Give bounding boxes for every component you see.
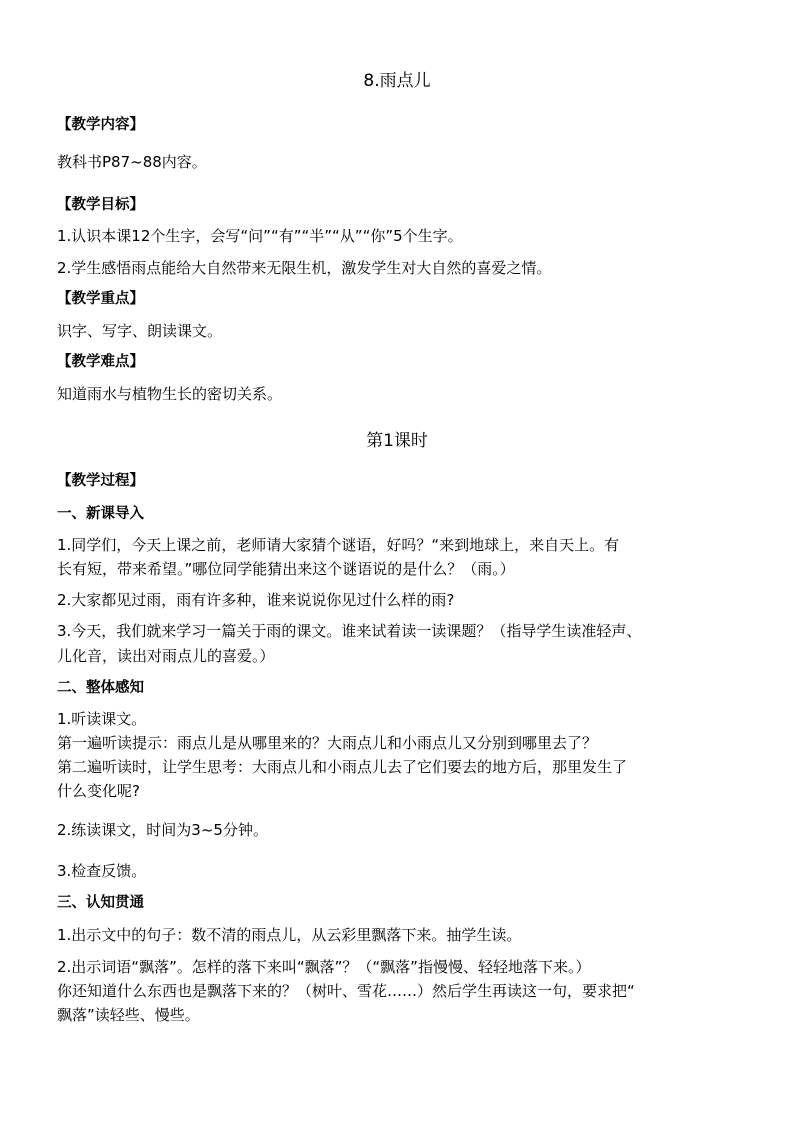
section-1-paragraph-1-line-1: 1.同学们，今天上课之前，老师请大家猜个谜语，好吗？“来到地球上，来自天上。有 xyxy=(57,536,620,554)
section-1-paragraph-3-line-1: 3.今天，我们就来学习一篇关于雨的课文。谁来试着读一读课题？（指导学生读准轻声、 xyxy=(57,622,642,640)
section-1-paragraph-2: 2.大家都见过雨，雨有许多种，谁来说说你见过什么样的雨? xyxy=(57,591,455,609)
goal-2: 2.学生感悟雨点能给大自然带来无限生机，激发学生对大自然的喜爱之情。 xyxy=(57,259,552,277)
lesson-title: 第1课时 xyxy=(366,431,428,451)
heading-key-points: 【教学重点】 xyxy=(57,291,144,307)
section-3-paragraph-2-line-1: 2.出示词语“飘落”。怎样的落下来叫“飘落”？（“飘落”指慢慢、轻轻地落下来。） xyxy=(57,958,591,976)
section-3-paragraph-2-line-2: 你还知道什么东西也是飘落下来的？（树叶、雪花……）然后学生再读这一句，要求把“ xyxy=(57,982,635,1000)
goal-1: 1.认识本课12个生字，会写“问”“有”“半”“从”“你”5个生字。 xyxy=(57,227,463,245)
section-3-paragraph-1: 1.出示文中的句子：数不清的雨点儿，从云彩里飘落下来。抽学生读。 xyxy=(57,926,522,944)
key-points-text: 识字、写字、朗读课文。 xyxy=(57,322,223,340)
section-2-paragraph-3: 3.检查反馈。 xyxy=(57,862,147,880)
section-1-title: 一、新课导入 xyxy=(57,506,144,522)
section-3-paragraph-2-line-3: 飘落”读轻些、慢些。 xyxy=(57,1006,200,1024)
section-3-title: 三、认知贯通 xyxy=(57,895,144,911)
section-2-paragraph-1-line-4: 什么变化呢? xyxy=(57,782,140,800)
section-2-paragraph-2: 2.练读课文，时间为3~5分钟。 xyxy=(57,821,268,839)
heading-goals: 【教学目标】 xyxy=(57,197,144,213)
document-title: 8.雨点儿 xyxy=(363,71,431,91)
section-2-paragraph-1-line-3: 第二遍听读时，让学生思考：大雨点儿和小雨点儿去了它们要去的地方后，那里发生了 xyxy=(57,758,628,776)
section-1-paragraph-1-line-2: 长有短，带来希望。”哪位同学能猜出来这个谜语说的是什么？（雨。） xyxy=(57,560,515,578)
content-text: 教科书P87~88内容。 xyxy=(57,153,207,171)
section-2-paragraph-1-line-2: 第一遍听读提示：雨点儿是从哪里来的？大雨点儿和小雨点儿又分别到哪里去了？ xyxy=(57,734,598,752)
section-1-paragraph-3-line-2: 儿化音，读出对雨点儿的喜爱。） xyxy=(57,647,275,665)
heading-process: 【教学过程】 xyxy=(57,473,144,489)
difficulty-text: 知道雨水与植物生长的密切关系。 xyxy=(57,385,283,403)
heading-content: 【教学内容】 xyxy=(57,117,144,133)
heading-difficulty: 【教学难点】 xyxy=(57,354,144,370)
section-2-title: 二、整体感知 xyxy=(57,680,144,696)
section-2-paragraph-1: 1.听读课文。 xyxy=(57,710,147,728)
